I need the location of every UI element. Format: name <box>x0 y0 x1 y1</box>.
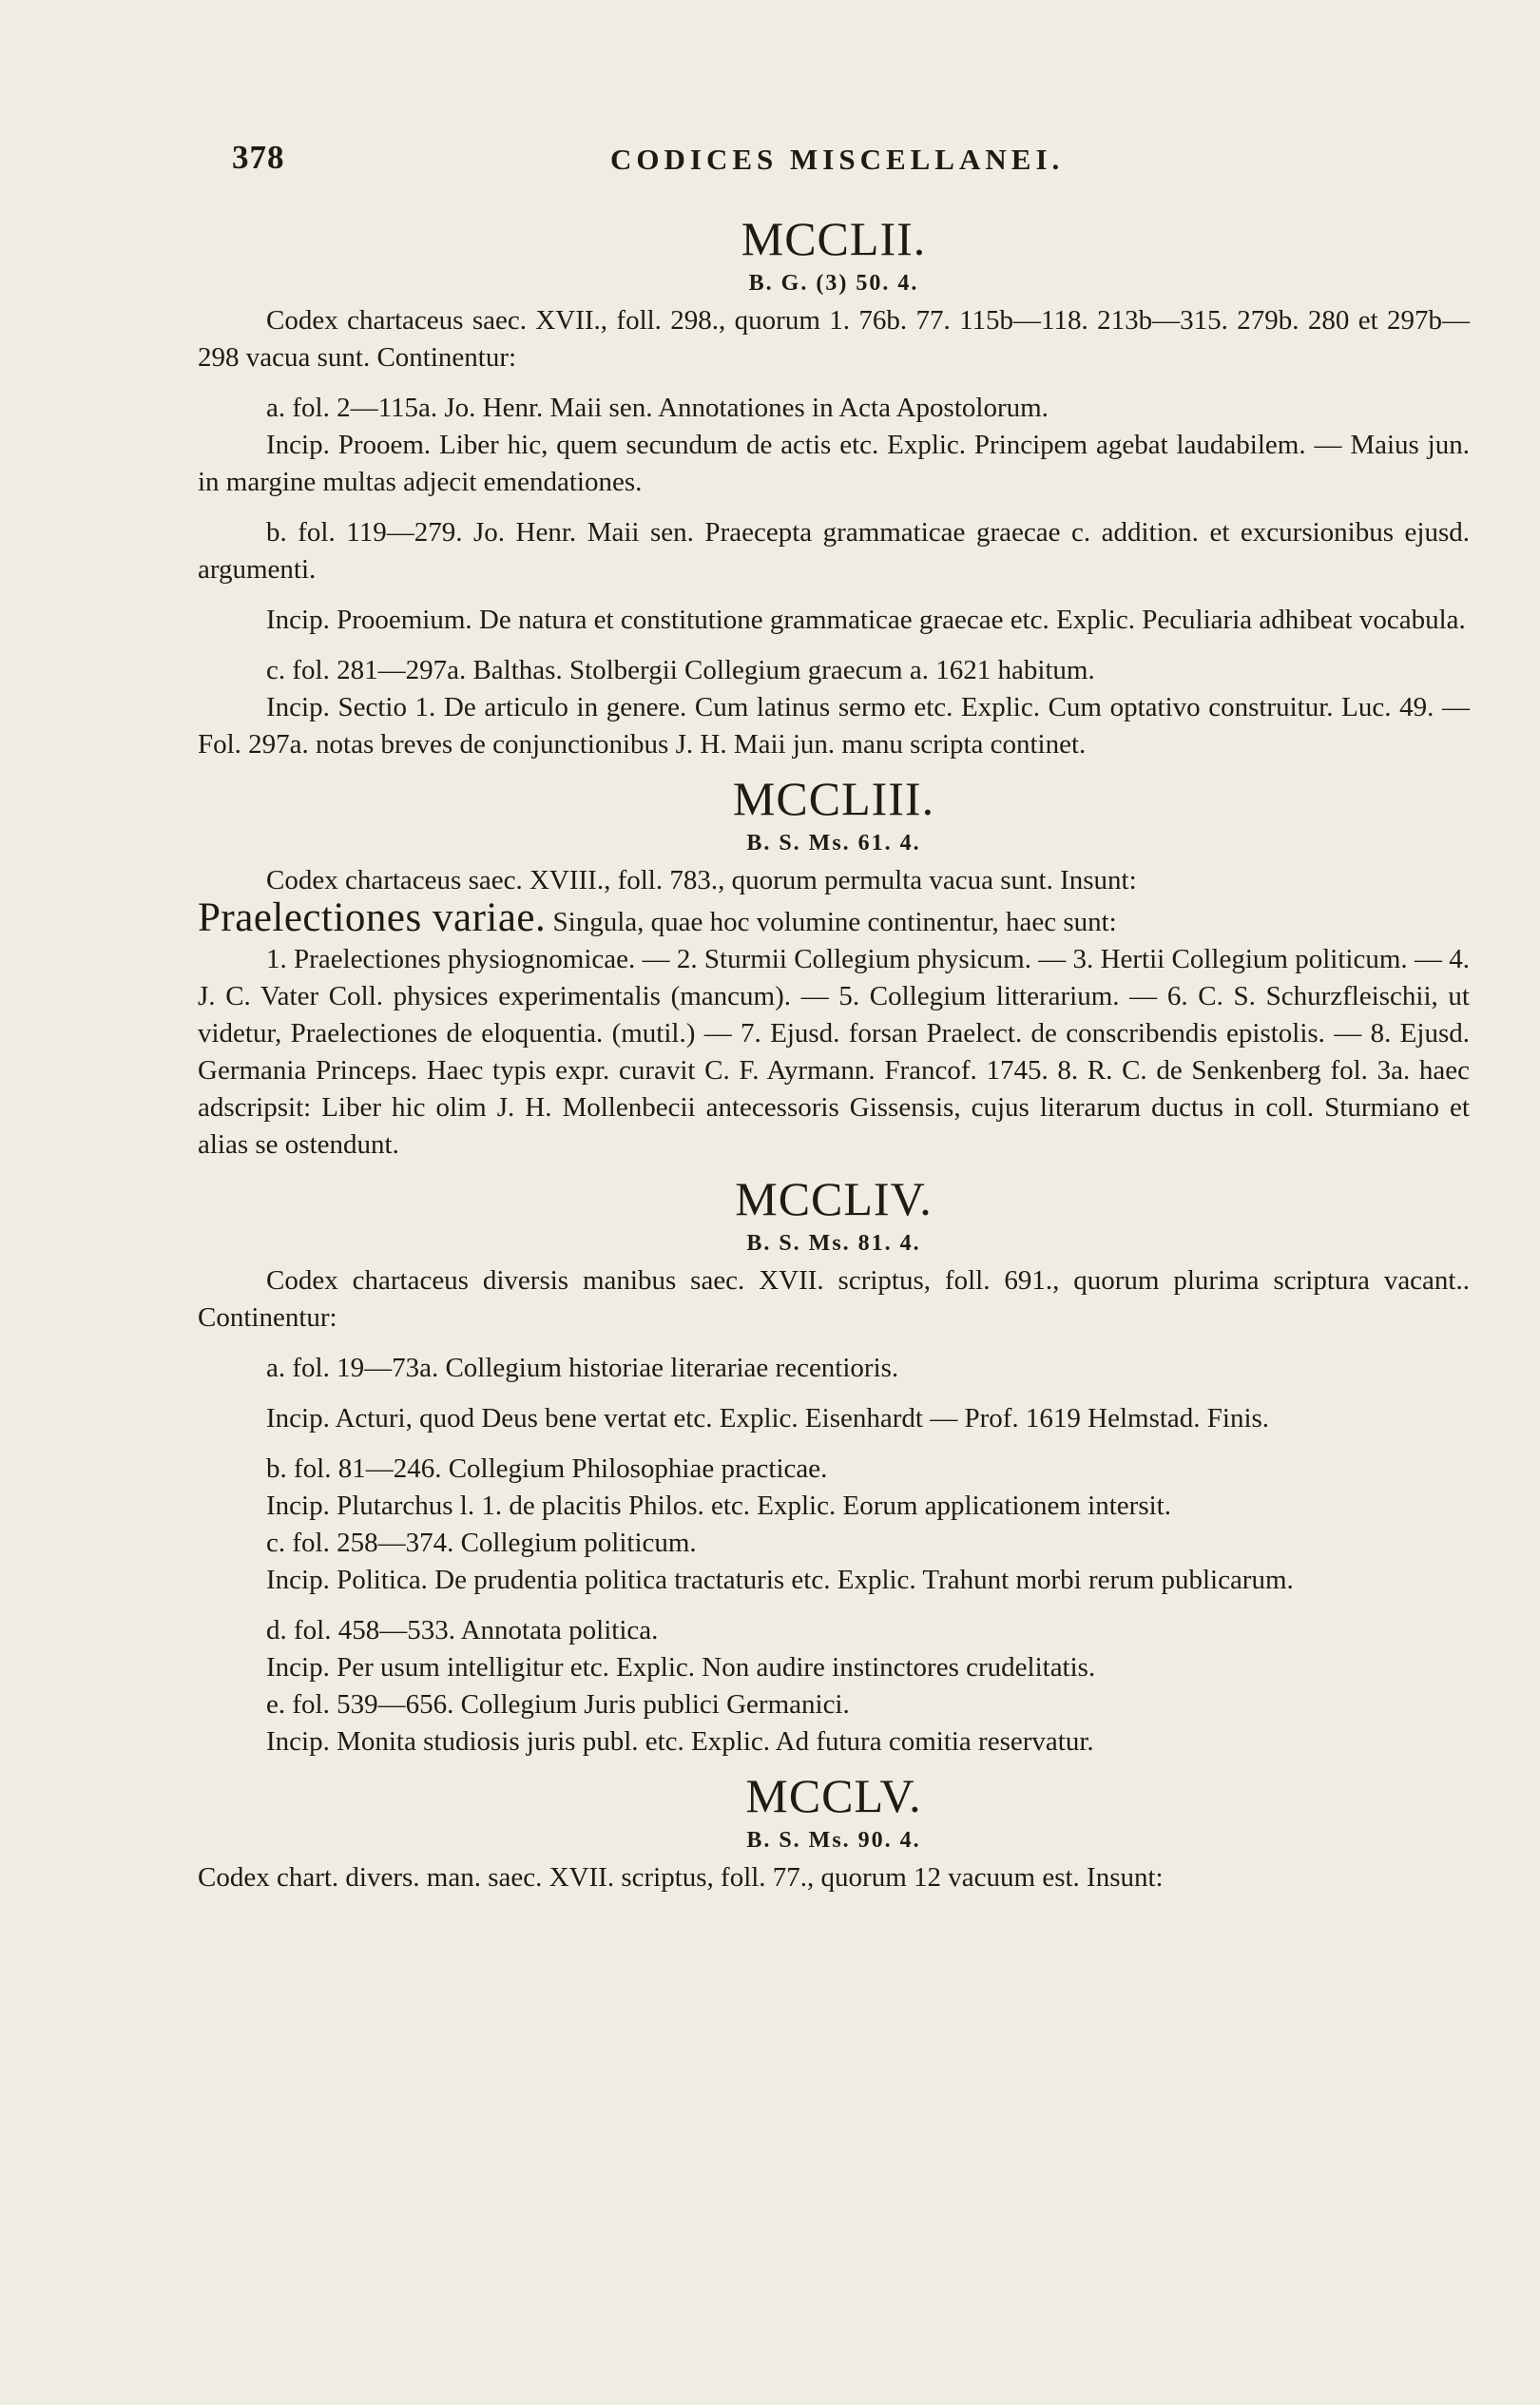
entry-paragraph: c. fol. 281—297a. Balthas. Stolbergii Collegium graecum a. 1621 habitum. <box>266 655 1095 685</box>
entry-paragraph: Incip. Per usum intelligitur etc. Explic. Non audire instinctores crudelitatis. <box>266 1652 1096 1683</box>
running-title: CODICES MISCELLANEI. <box>610 143 1065 176</box>
shelfmark: B. S. Ms. 90. 4. <box>746 1828 921 1853</box>
entry-paragraph: Incip. Monita studiosis juris publ. etc. Explic. Ad futura comitia reservatur. <box>266 1726 1094 1757</box>
entry-paragraph: d. fol. 458—533. Annotata politica. <box>266 1615 659 1645</box>
entry-title: Praelectiones variae. <box>198 895 547 940</box>
entry-paragraph: b. fol. 81—246. Collegium Philosophiae practicae. <box>266 1453 828 1484</box>
entry-mcclii <box>198 211 1470 763</box>
entry-paragraph: Incip. Politica. De prudentia politica tractaturis etc. Explic. Trahunt morbi rerum publicarum. <box>266 1565 1294 1595</box>
entry-paragraph: e. fol. 539—656. Collegium Juris publici Germanici. <box>266 1689 850 1720</box>
entry-paragraph: Incip. Acturi, quod Deus bene vertat etc. Explic. Eisenhardt — Prof. 1619 Helmstad. Finis. <box>266 1403 1270 1433</box>
entry-paragraph: Incip. Sectio 1. De articulo in genere. Cum latinus sermo etc. Explic. Cum optativo construitur. Luc. 49. — Fol. 297a. notas breves de conjunctionibus J. H. Maii jun. manu scripta continet. <box>198 692 1470 760</box>
page-header <box>232 139 1468 186</box>
entry-number: MCCLIV. <box>735 1172 933 1225</box>
shelfmark: B. S. Ms. 81. 4. <box>746 1231 921 1256</box>
entry-number: MCCLIII. <box>732 772 935 825</box>
entry-mcclv <box>198 1768 1470 1896</box>
entry-paragraph: Codex chart. divers. man. saec. XVII. scriptus, foll. 77., quorum 12 vacuum est. Insunt: <box>198 1862 1164 1893</box>
page-number: 378 <box>232 139 285 176</box>
entry-intro: Codex chartaceus saec. XVIII., foll. 783., quorum permulta vacua sunt. Insunt: <box>266 865 1137 895</box>
entry-paragraph: 1. Praelectiones physiognomicae. — 2. Sturmii Collegium physicum. — 3. Hertii Collegium politicum. — 4. J. C. Vater Coll. physices experimentalis (mancum). — 5. Collegium litterarium. — 6. C. S. Schurzfleischii, ut videtur, Praelectiones de eloquentia. (mutil.) — 7. Ejusd. forsan Praelect. de conscribendis epistolis. — 8. Ejusd. Germania Princeps. Haec typis expr. curavit C. F. Ayrmann. Francof. 1745. 8. R. C. de Senkenberg fol. 3a. haec adscripsit: Liber hic olim J. H. Mollenbecii antecessoris Gissensis, cujus literarum ductus in coll. Sturmiano et alias se ostendunt. <box>198 944 1470 1160</box>
entry-paragraph: a. fol. 2—115a. Jo. Henr. Maii sen. Annotationes in Acta Apostolorum. <box>266 393 1049 423</box>
entry-mccliii <box>198 771 1470 1164</box>
entry-paragraph: Codex chartaceus saec. XVII., foll. 298., quorum 1. 76b. 77. 115b—118. 213b—315. 279b. 280 et 297b—298 vacua sunt. Continentur: <box>198 305 1470 373</box>
entry-number: MCCLII. <box>741 212 927 265</box>
entry-paragraph: Incip. Plutarchus l. 1. de placitis Philos. etc. Explic. Eorum applicationem intersit. <box>266 1491 1171 1521</box>
entry-mccliv <box>198 1171 1470 1760</box>
shelfmark: B. G. (3) 50. 4. <box>748 271 919 296</box>
entry-paragraph: Codex chartaceus diversis manibus saec. XVII. scriptus, foll. 691., quorum plurima scriptura vacant.. Continentur: <box>198 1265 1470 1333</box>
entry-paragraph: a. fol. 19—73a. Collegium historiae literariae recentioris. <box>266 1353 899 1383</box>
shelfmark: B. S. Ms. 61. 4. <box>746 831 921 856</box>
entry-paragraph: Incip. Prooemium. De natura et constitutione grammaticae graecae etc. Explic. Peculiaria adhibeat vocabula. <box>266 605 1466 635</box>
entry-paragraph: Incip. Prooem. Liber hic, quem secundum de actis etc. Explic. Principem agebat laudabilem. — Maius jun. in margine multas adjecit emendationes. <box>198 430 1470 497</box>
text-column <box>198 203 1470 1896</box>
entry-paragraph: b. fol. 119—279. Jo. Henr. Maii sen. Praecepta grammaticae graecae c. addition. et excursionibus ejusd. argumenti. <box>198 517 1470 585</box>
entry-title-rest: Singula, quae hoc volumine continentur, haec sunt: <box>552 907 1117 937</box>
entry-title-line <box>198 895 1470 941</box>
entry-paragraph: c. fol. 258—374. Collegium politicum. <box>266 1528 697 1558</box>
entry-number: MCCLV. <box>745 1769 922 1822</box>
